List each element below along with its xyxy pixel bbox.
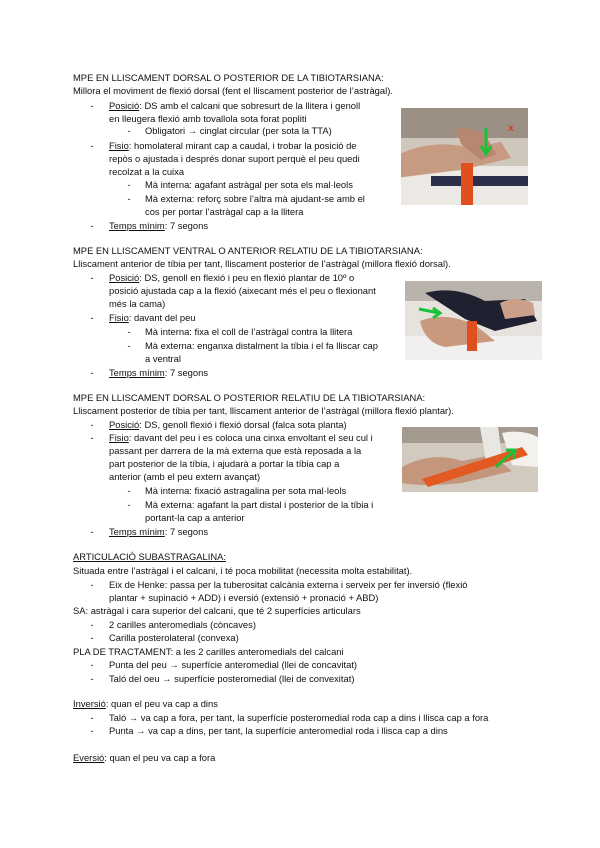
sub-bullet: - — [127, 179, 131, 190]
temps-label: Temps mínim — [109, 526, 165, 537]
sub-bullet: - — [127, 193, 131, 204]
section-4-punta: Punta del peu → superfície anteromedial (llei de concavitat) — [109, 659, 358, 670]
temps-text: : 7 segons — [164, 367, 209, 378]
section-3-ma-externa-cont: portant-la cap a anterior — [145, 512, 245, 523]
fisio-text: : davant del peu — [128, 312, 196, 323]
section-1-obligatori: Obligatori → cinglat circular (per sota la TTA) — [145, 125, 332, 136]
section-4-henke-cont: plantar + supinació + ADD) i eversió (extensió + pronació + ABD) — [109, 592, 379, 603]
posicio-label: Posició — [109, 419, 140, 430]
section-2-posicio-cont2: més la cama) — [109, 298, 166, 309]
section-4-carilla: Carilla posterolateral (convexa) — [109, 632, 239, 643]
temps-label: Temps mínim — [109, 367, 165, 378]
bullet-dash: - — [90, 432, 94, 443]
bullet-dash: - — [90, 220, 94, 231]
bullet-dash: - — [90, 632, 94, 643]
photo-ventral-glide-illustration — [405, 281, 542, 360]
temps-text: : 7 segons — [164, 220, 209, 231]
section-4-talo: Taló del oeu → superfície posteromedial (llei de convexitat) — [109, 673, 355, 684]
section-1-title: MPE EN LLISCAMENT DORSAL O POSTERIOR DE LA TIBIOTARSIANA: — [73, 72, 384, 83]
section-2-temps — [109, 367, 208, 379]
section-1-fisio-cont2: recolzat a la cuixa — [109, 166, 185, 177]
temps-label: Temps mínim — [109, 220, 165, 231]
sub-bullet: - — [127, 499, 131, 510]
photo-ventral-glide — [405, 281, 542, 360]
section-4-carilles: 2 carilles anteromedials (còncaves) — [109, 619, 256, 630]
section-2-posicio-cont: posició ajustada cap a la flexió (aixecant més el peu o flexionant — [109, 285, 376, 296]
section-2-ma-interna: Mà interna: fixa el coll de l’astràgal contra la llitera — [145, 326, 353, 337]
section-1-intro: Millora el moviment de flexió dorsal (fent el lliscament posterior de l’astràgal). — [73, 85, 393, 96]
bullet-dash: - — [90, 673, 94, 684]
fisio-text: : davant del peu i es coloca una cinxa envoltant el seu cul i — [128, 432, 373, 443]
posicio-text: : DS, genoll en flexió i peu en flexió plantar de 10º o — [139, 272, 355, 283]
section-4-henke: Eix de Henke: passa per la tuberositat calcània externa i serveix per fer inversió (flexió — [109, 579, 468, 590]
bullet-dash: - — [90, 659, 94, 670]
section-3-fisio — [109, 432, 373, 444]
bullet-dash: - — [90, 419, 94, 430]
fisio-label: Fisio — [109, 432, 129, 443]
bullet-dash: - — [90, 526, 94, 537]
section-1-fisio — [109, 140, 357, 152]
section-2-ma-externa-cont: a ventral — [145, 353, 181, 364]
section-2-ma-externa: Mà externa: enganxa distalment la tíbia i el fa lliscar cap — [145, 340, 378, 351]
posicio-label: Posició — [109, 272, 140, 283]
section-4-eversio — [73, 752, 215, 764]
section-4-pla: PLA DE TRACTAMENT: a les 2 carilles anteromedials del calcani — [73, 646, 344, 657]
inversio-label: Inversió — [73, 698, 106, 709]
section-3-ma-externa: Mà externa: agafant la part distal i posterior de la tíbia i — [145, 499, 374, 510]
section-4-intro: Situada entre l’astràgal i el calcani, i té poca mobilitat (necessita molta estabilitat). — [73, 565, 413, 576]
fisio-text: : homolateral mirant cap a caudal, i trobar la posició de — [128, 140, 357, 151]
sub-bullet: - — [127, 326, 131, 337]
section-1-posicio-cont: en lleugera flexió amb tovallola sota forat popliti — [109, 113, 307, 124]
section-4-inversio — [73, 698, 218, 710]
section-1-temps — [109, 220, 208, 232]
section-3-fisio-cont3: anterior (amb el peu extern avançat) — [109, 471, 261, 482]
section-3-fisio-cont: passant per darrera de la mà externa que està reposada a la — [109, 445, 362, 456]
bullet-dash: - — [90, 100, 94, 111]
section-2-fisio — [109, 312, 196, 324]
sub-bullet: - — [127, 125, 131, 136]
section-1-posicio — [109, 100, 360, 112]
bullet-dash: - — [90, 272, 94, 283]
bullet-dash: - — [90, 312, 94, 323]
section-4-sa: SA: astràgal i cara superior del calcani, que té 2 superfícies articulars — [73, 605, 361, 616]
section-3-fisio-cont2: part posterior de la tíbia, i ajudarà a portar la tíbia cap a — [109, 458, 340, 469]
section-3-title: MPE EN LLISCAMENT DORSAL O POSTERIOR RELATIU DE LA TIBIOTARSIANA: — [73, 392, 426, 403]
photo-mark-x: x — [508, 123, 514, 134]
fisio-label: Fisio — [109, 140, 129, 151]
photo-posterior-glide-illustration — [402, 427, 538, 492]
section-1-ma-externa: Mà externa: reforç sobre l’altra mà ajudant-se amb el — [145, 193, 365, 204]
section-4-title: ARTICULACIÓ SUBASTRAGALINA: — [73, 551, 226, 562]
section-2-intro: Lliscament anterior de tíbia per tant, lliscament posterior de l’astràgal (millora flexió dorsal). — [73, 258, 451, 269]
section-1-ma-externa-cont: cos per portar l’astràgal cap a la llitera — [145, 206, 304, 217]
fisio-label: Fisio — [109, 312, 129, 323]
bullet-dash: - — [90, 140, 94, 151]
section-2-title: MPE EN LLISCAMENT VENTRAL O ANTERIOR RELATIU DE LA TIBIOTARSIANA: — [73, 245, 423, 256]
photo-posterior-glide — [402, 427, 538, 492]
section-1-ma-interna: Mà interna: agafant astràgal per sota els mal·leols — [145, 179, 353, 190]
section-2-posicio — [109, 272, 354, 284]
eversio-label: Eversió — [73, 752, 105, 763]
bullet-dash: - — [90, 579, 94, 590]
section-3-ma-interna: Mà interna: fixació astragalina per sota mal·leols — [145, 485, 347, 496]
sub-bullet: - — [127, 485, 131, 496]
section-3-intro: Lliscament posterior de tíbia per tant, lliscament anterior de l’astràgal (millora flexió plantar). — [73, 405, 454, 416]
bullet-dash: - — [90, 619, 94, 630]
temps-text: : 7 segons — [164, 526, 209, 537]
section-3-temps — [109, 526, 208, 538]
inversio-text: : quan el peu va cap a dins — [105, 698, 218, 709]
bullet-dash: - — [90, 712, 94, 723]
photo-dorsal-glide — [401, 108, 528, 205]
posicio-text: : DS amb el calcani que sobresurt de la llitera i genoll — [139, 100, 361, 111]
posicio-text: : DS, genoll flexió i flexió dorsal (falca sota planta) — [139, 419, 347, 430]
bullet-dash: - — [90, 367, 94, 378]
section-1-fisio-cont: repòs o ajustada i després donar suport perquè el peu quedi — [109, 153, 360, 164]
section-4-inv1: Taló → va cap a fora, per tant, la superfície posteromedial roda cap a dins i llisca cap a fora — [109, 712, 489, 723]
eversio-text: : quan el peu va cap a fora — [104, 752, 216, 763]
posicio-label: Posició — [109, 100, 140, 111]
bullet-dash: - — [90, 725, 94, 736]
section-4-inv2: Punta → va cap a dins, per tant, la superfície anteromedial roda i llisca cap a dins — [109, 725, 448, 736]
section-3-posicio — [109, 419, 347, 431]
sub-bullet: - — [127, 340, 131, 351]
